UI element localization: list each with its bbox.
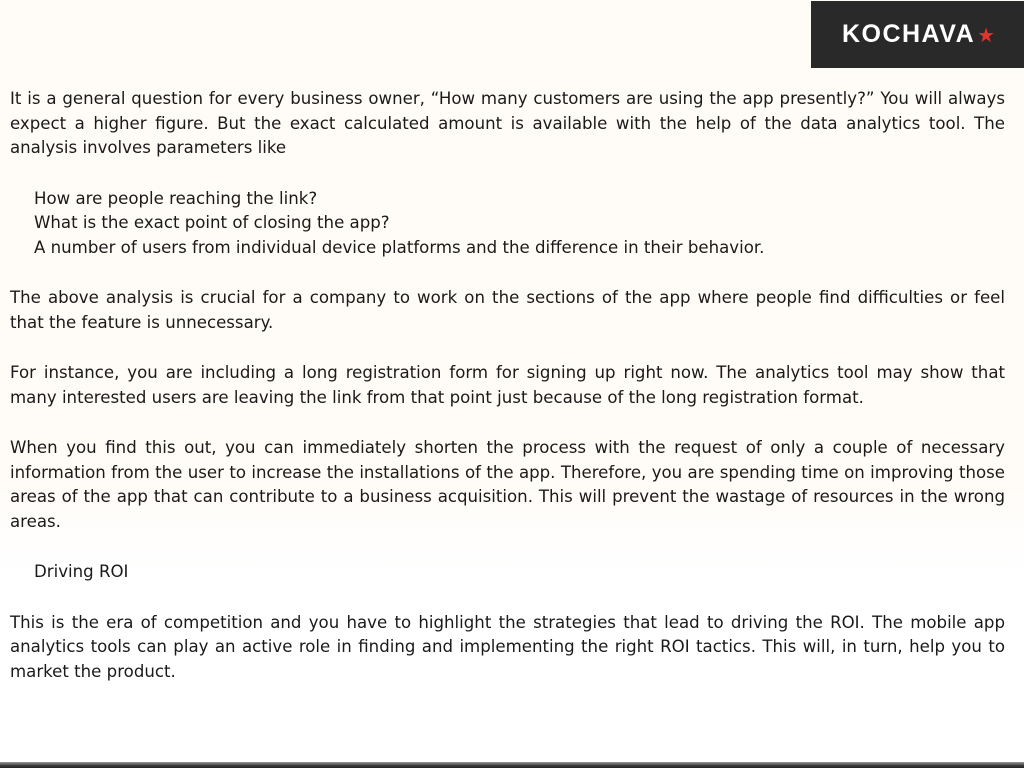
bottom-divider — [0, 762, 1024, 768]
article-body — [10, 87, 1005, 710]
section-heading: Driving ROI — [34, 562, 129, 581]
list-item: How are people reaching the link? — [34, 188, 318, 208]
star-icon: ★ — [977, 22, 996, 47]
instance-paragraph: For instance, you are including a long registration form for signing up right now. The analytics tool may show that many interested users are leaving the link from that point just because of the long registration format. — [10, 363, 1005, 407]
parameters-list — [10, 187, 1005, 261]
analysis-paragraph: The above analysis is crucial for a company to work on the sections of the app where people find difficulties or feel that the feature is unnecessary. — [10, 288, 1005, 332]
list-item: A number of users from individual device platforms and the difference in their behavior. — [34, 237, 765, 257]
logo-text: KOCHAVA — [841, 20, 976, 48]
shorten-paragraph: When you find this out, you can immediately shorten the process with the request of only a couple of necessary information from the user to increase the installations of the app. Therefore, you are spending time on improving those areas of the app that can contribute to a business acquisition. This will prevent the wastage of resources in the wrong areas. — [10, 438, 1005, 531]
intro-paragraph: It is a general question for every business owner, “How many customers are using the app presently?” You will always expect a higher figure. But the exact calculated amount is available with the help of the data analytics tool. The analysis involves parameters like — [10, 89, 1005, 157]
roi-paragraph: This is the era of competition and you have to highlight the strategies that lead to driving the ROI. The mobile app analytics tools can play an active role in finding and implementing the right ROI tactics. This will, in turn, help you to market the product. — [10, 612, 1005, 681]
list-item: What is the exact point of closing the app? — [34, 213, 390, 232]
kochava-logo — [811, 1, 1024, 68]
